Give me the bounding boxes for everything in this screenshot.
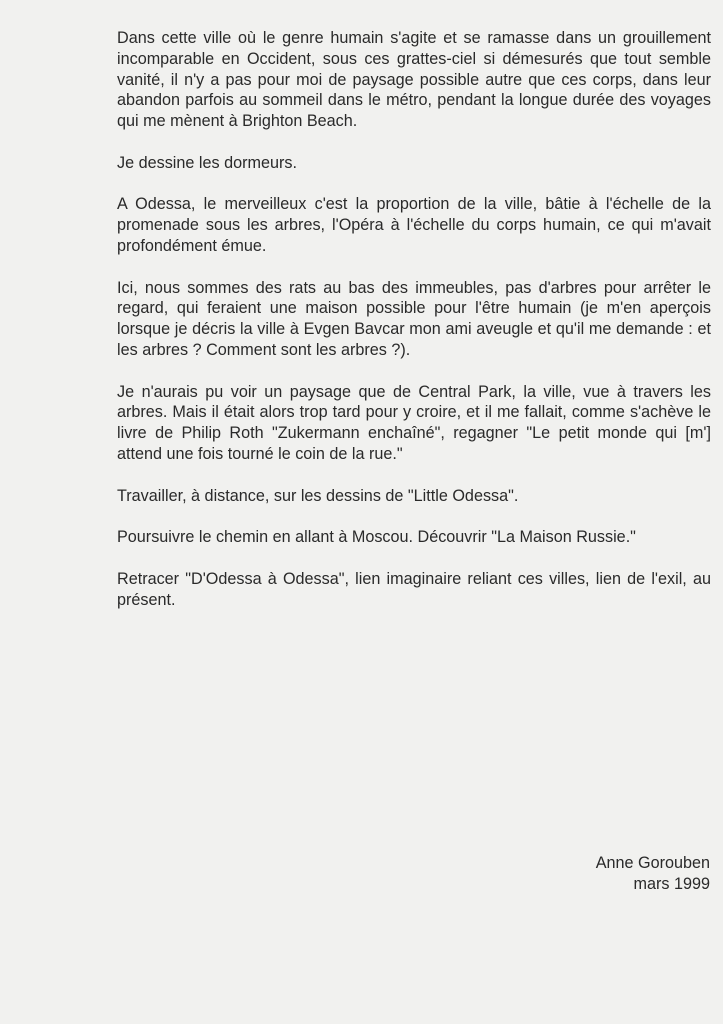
paragraph-3: A Odessa, le merveilleux c'est la proportion de la ville, bâtie à l'échelle de la promenade sous les arbres, l'Opéra à l'échelle du corps humain, ce qui m'avait profondément émue.: [117, 195, 711, 255]
signature-block: [596, 853, 710, 895]
paragraph-8: Retracer "D'Odessa à Odessa", lien imaginaire reliant ces villes, lien de l'exil, au présent.: [117, 569, 711, 609]
paragraph-4: Ici, nous sommes des rats au bas des immeubles, pas d'arbres pour arrêter le regard, qui feraient une maison possible pour l'être humain (je m'en aperçois lorsque je décris la ville à Evgen Bavcar mon ami aveugle et qu'il me demande : et les arbres ? Comment sont les arbres ?).: [117, 278, 711, 359]
signature-author: Anne Gorouben: [595, 854, 710, 872]
paragraph-1: Dans cette ville où le genre humain s'agite et se ramasse dans un grouillement incomparable en Occident, sous ces grattes-ciel si démesurés que tout semble vanité, il n'y a pas pour moi de paysage possible autre que ces corps, dans leur abandon parfois au sommeil dans le métro, pendant la longue durée des voyages qui me mènent à Brighton Beach.: [117, 29, 711, 131]
paragraph-2: Je dessine les dormeurs.: [117, 153, 297, 172]
paragraph-5: Je n'aurais pu voir un paysage que de Central Park, la ville, vue à travers les arbres. Mais il était alors trop tard pour y croire, et il me fallait, comme s'achève le livre de Philip Roth "Zukermann enchaîné", regagner "Le petit monde qui [m'] attend une fois tourné le coin de la rue.": [117, 382, 711, 463]
paragraph-6: Travailler, à distance, sur les dessins de "Little Odessa".: [117, 486, 519, 505]
paragraph-7: Poursuivre le chemin en allant à Moscou. Découvrir "La Maison Russie.": [117, 528, 636, 547]
signature-date: mars 1999: [633, 875, 710, 893]
body-text: [117, 28, 711, 631]
